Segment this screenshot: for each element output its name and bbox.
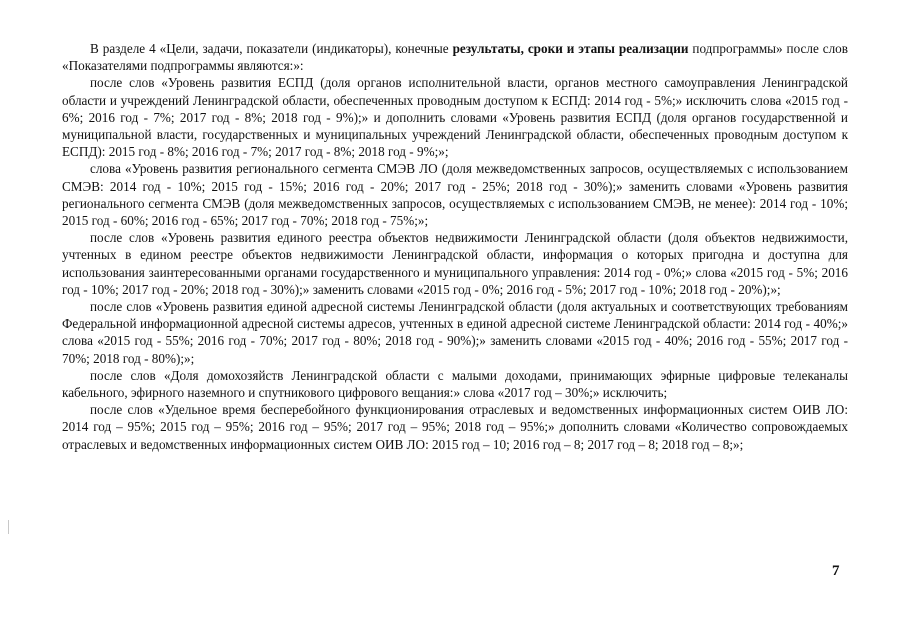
paragraph-1 [62,40,848,74]
paragraph-5: после слов «Уровень развития единой адресной системы Ленинградской области (доля актуальных и соответствующих требованиям Федеральной информационной адресной системы адресов, учтенных в единой адресной системе Ленинградской области: 2014 год - 40%;» слова «2015 год - 55%; 2016 год - 70%; 2017 год - 80%; 2018 год - 90%);» заменить словами «2015 год - 40%; 2016 год - 55%; 2017 год - 70%; 2018 год - 80%);»; [62,299,848,366]
paragraph-1-bold-fragment: результаты, сроки и этапы реализации [452,41,689,56]
scan-margin-mark [8,520,9,534]
paragraph-2: после слов «Уровень развития ЕСПД (доля органов исполнительной власти, органов местного самоуправления Ленинградской области и учреждений Ленинградской области, обеспеченных проводным доступом к ЕСПД: 2014 год - 5%;» исключить слова «2015 год - 6%; 2016 год - 7%; 2017 год - 8%; 2018 год - 9%);» и дополнить словами «Уровень развития ЕСПД (доля органов государственной и муниципальной власти, государственных и муниципальных учреждений Ленинградской области, обеспеченных проводным доступом к ЕСПД): 2015 год - 8%; 2016 год - 7%; 2017 год - 8%; 2018 год - 9%;»; [62,75,848,160]
paragraph-4: после слов «Уровень развития единого реестра объектов недвижимости Ленинградской области (доля объектов недвижимости, учтенных в едином реестре объектов недвижимости Ленинградской области, информация о которых пригодна и доступна для использования заинтересованными органами государственного и муниципального управления: 2014 год - 0%;» слова «2015 год - 5%; 2016 год - 10%; 2017 год - 20%; 2018 год - 30%);» заменить словами «2015 год - 0%; 2016 год - 5%; 2017 год - 10%; 2018 год - 20%);»; [62,230,848,297]
document-body [62,40,848,453]
paragraph-1-ending: подпрограммы» после слов «Показателями подпрограммы являются:»: [62,41,849,74]
paragraph-3: слова «Уровень развития регионального сегмента СМЭВ ЛО (доля межведомственных запросов, осуществляемых с использованием СМЭВ: 2014 год - 10%; 2015 год - 15%; 2016 год - 20%; 2017 год - 25%; 2018 год - 30%);» заменить словами «Уровень развития регионального сегмента СМЭВ (доля межведомственных запросов, осуществляемых с использованием СМЭВ, не менее): 2014 год - 10%; 2015 год - 60%; 2016 год - 65%; 2017 год - 70%; 2018 год - 75%;»; [62,161,848,229]
paragraph-6: после слов «Доля домохозяйств Ленинградской области с малыми доходами, принимающих эфирные цифровые телеканалы кабельного, эфирного наземного и спутникового цифрового вещания:» слова «2017 год – 30%;» исключить; [62,367,848,401]
page-number: 7 [832,563,840,579]
paragraph-1-intro: В разделе 4 «Цели, задачи, показатели (индикаторы), конечные [90,41,453,56]
paragraph-7: после слов «Удельное время бесперебойного функционирования отраслевых и ведомственных информационных систем ОИВ ЛО: 2014 год – 95%; 2015 год – 95%; 2016 год – 95%; 2017 год – 95%; 2018 год – 95%;» дополнить словами «Количество сопровождаемых отраслевых и ведомственных информационных систем ОИВ ЛО: 2015 год – 10; 2016 год – 8; 2017 год – 8; 2018 год – 8;»; [62,402,848,452]
